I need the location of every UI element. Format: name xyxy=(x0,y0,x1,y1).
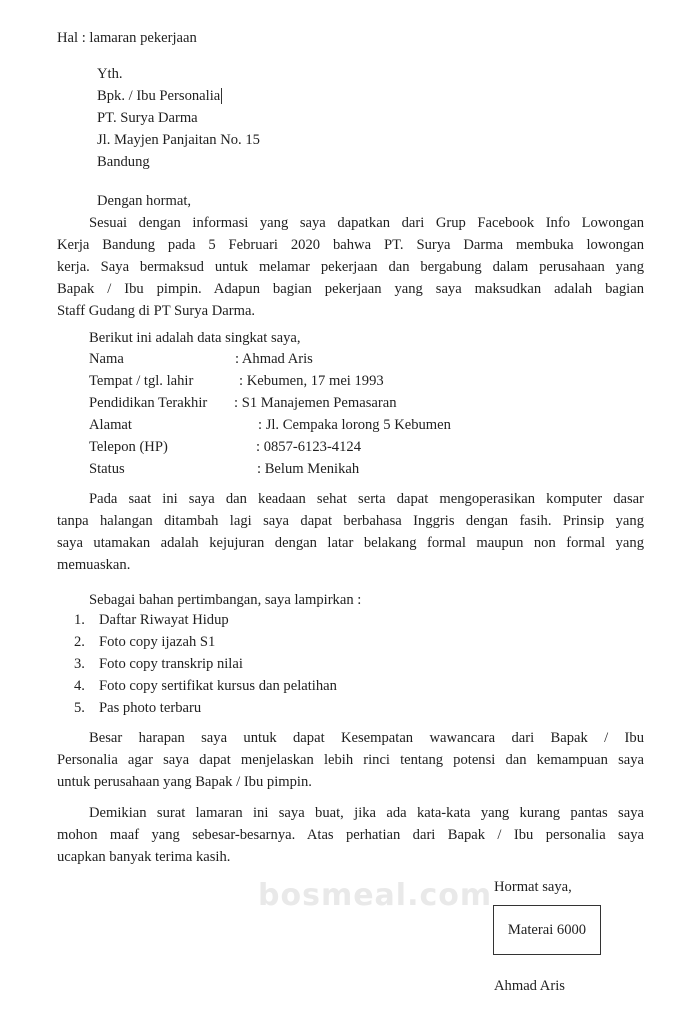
paragraph-line: Demikian surat lamaran ini saya buat, jika ada kata-kata yang kurang pantas saya xyxy=(89,805,644,821)
data-value: : 0857-6123-4124 xyxy=(256,439,361,455)
data-value: : Belum Menikah xyxy=(257,461,360,477)
recipient-greeting: Yth. xyxy=(97,66,123,82)
list-text: Foto copy ijazah S1 xyxy=(99,634,216,650)
paragraph-line: tanpa halangan ditambah lagi saya dapat berbahasa Inggris dengan fasih. Prinsip yang xyxy=(57,513,644,529)
data-label: Pendidikan Terakhir xyxy=(89,395,208,411)
signer-name: Ahmad Aris xyxy=(494,978,565,994)
list-number: 2. xyxy=(74,634,85,650)
data-label: Alamat xyxy=(89,417,132,433)
data-value: : S1 Manajemen Pemasaran xyxy=(234,395,397,411)
paragraph-line: kerja. Saya bermaksud untuk melamar pekerjaan dan bergabung dalam perusahaan yang xyxy=(57,259,644,275)
paragraph-line: Kerja Bandung pada 5 Februari 2020 bahwa PT. Surya Darma membuka lowongan xyxy=(57,237,644,253)
list-text: Foto copy transkrip nilai xyxy=(99,656,243,672)
recipient-title-text: Bpk. / Ibu Personalia xyxy=(97,88,221,104)
paragraph-line: mohon maaf yang sebesar-besarnya. Atas perhatian dari Bapak / Ibu personalia saya xyxy=(57,827,644,843)
watermark: bosmeal.com xyxy=(258,878,493,913)
stamp-box xyxy=(493,905,601,955)
regards-text: Hormat saya, xyxy=(494,879,572,895)
data-value: : Jl. Cempaka lorong 5 Kebumen xyxy=(258,417,451,433)
paragraph-line: saya utamakan adalah kejujuran dengan latar belakang formal maupun non formal yang xyxy=(57,535,644,551)
data-value: : Ahmad Aris xyxy=(235,351,313,367)
recipient-company: PT. Surya Darma xyxy=(97,110,198,126)
list-text: Daftar Riwayat Hidup xyxy=(99,612,229,628)
recipient-title xyxy=(97,88,222,105)
paragraph-line: Bapak / Ibu pimpin. Adapun bagian pekerjaan yang saya maksudkan adalah bagian xyxy=(57,281,644,297)
paragraph-line: Sesuai dengan informasi yang saya dapatkan dari Grup Facebook Info Lowongan xyxy=(89,215,644,231)
list-number: 1. xyxy=(74,612,85,628)
list-number: 5. xyxy=(74,700,85,716)
list-number: 4. xyxy=(74,678,85,694)
paragraph-line: ucapkan banyak terima kasih. xyxy=(57,849,231,865)
paragraph-line: Pada saat ini saya dan keadaan sehat serta dapat mengoperasikan komputer dasar xyxy=(89,491,644,507)
recipient-city: Bandung xyxy=(97,154,150,170)
recipient-street: Jl. Mayjen Panjaitan No. 15 xyxy=(97,132,260,148)
hope-paragraph xyxy=(57,727,644,793)
paragraph-line: Personalia agar saya dapat menjelaskan lebih rinci tentang potensi dan kemampuan saya xyxy=(57,752,644,768)
paragraph-line: untuk perusahaan yang Bapak / Ibu pimpin. xyxy=(57,774,312,790)
list-text: Pas photo terbaru xyxy=(99,700,202,716)
paragraph-line: memuaskan. xyxy=(57,557,131,573)
paragraph-line: Staff Gudang di PT Surya Darma. xyxy=(57,303,256,319)
list-text: Foto copy sertifikat kursus dan pelatihan xyxy=(99,678,337,694)
skills-paragraph xyxy=(57,488,644,576)
attachments-intro: Sebagai bahan pertimbangan, saya lampirkan : xyxy=(89,592,362,608)
closing-paragraph xyxy=(57,802,644,868)
salutation: Dengan hormat, xyxy=(97,193,192,209)
paragraph-line: Besar harapan saya untuk dapat Kesempatan wawancara dari Bapak / Ibu xyxy=(89,730,644,746)
list-number: 3. xyxy=(74,656,85,672)
data-label: Status xyxy=(89,461,125,477)
data-label: Nama xyxy=(89,351,124,367)
data-value: : Kebumen, 17 mei 1993 xyxy=(239,373,384,389)
data-label: Telepon (HP) xyxy=(89,439,168,455)
data-intro: Berikut ini adalah data singkat saya, xyxy=(89,330,301,346)
data-label: Tempat / tgl. lahir xyxy=(89,373,194,389)
intro-paragraph xyxy=(57,212,644,322)
stamp-label: Materai 6000 xyxy=(507,921,587,938)
subject-line: Hal : lamaran pekerjaan xyxy=(57,30,197,46)
